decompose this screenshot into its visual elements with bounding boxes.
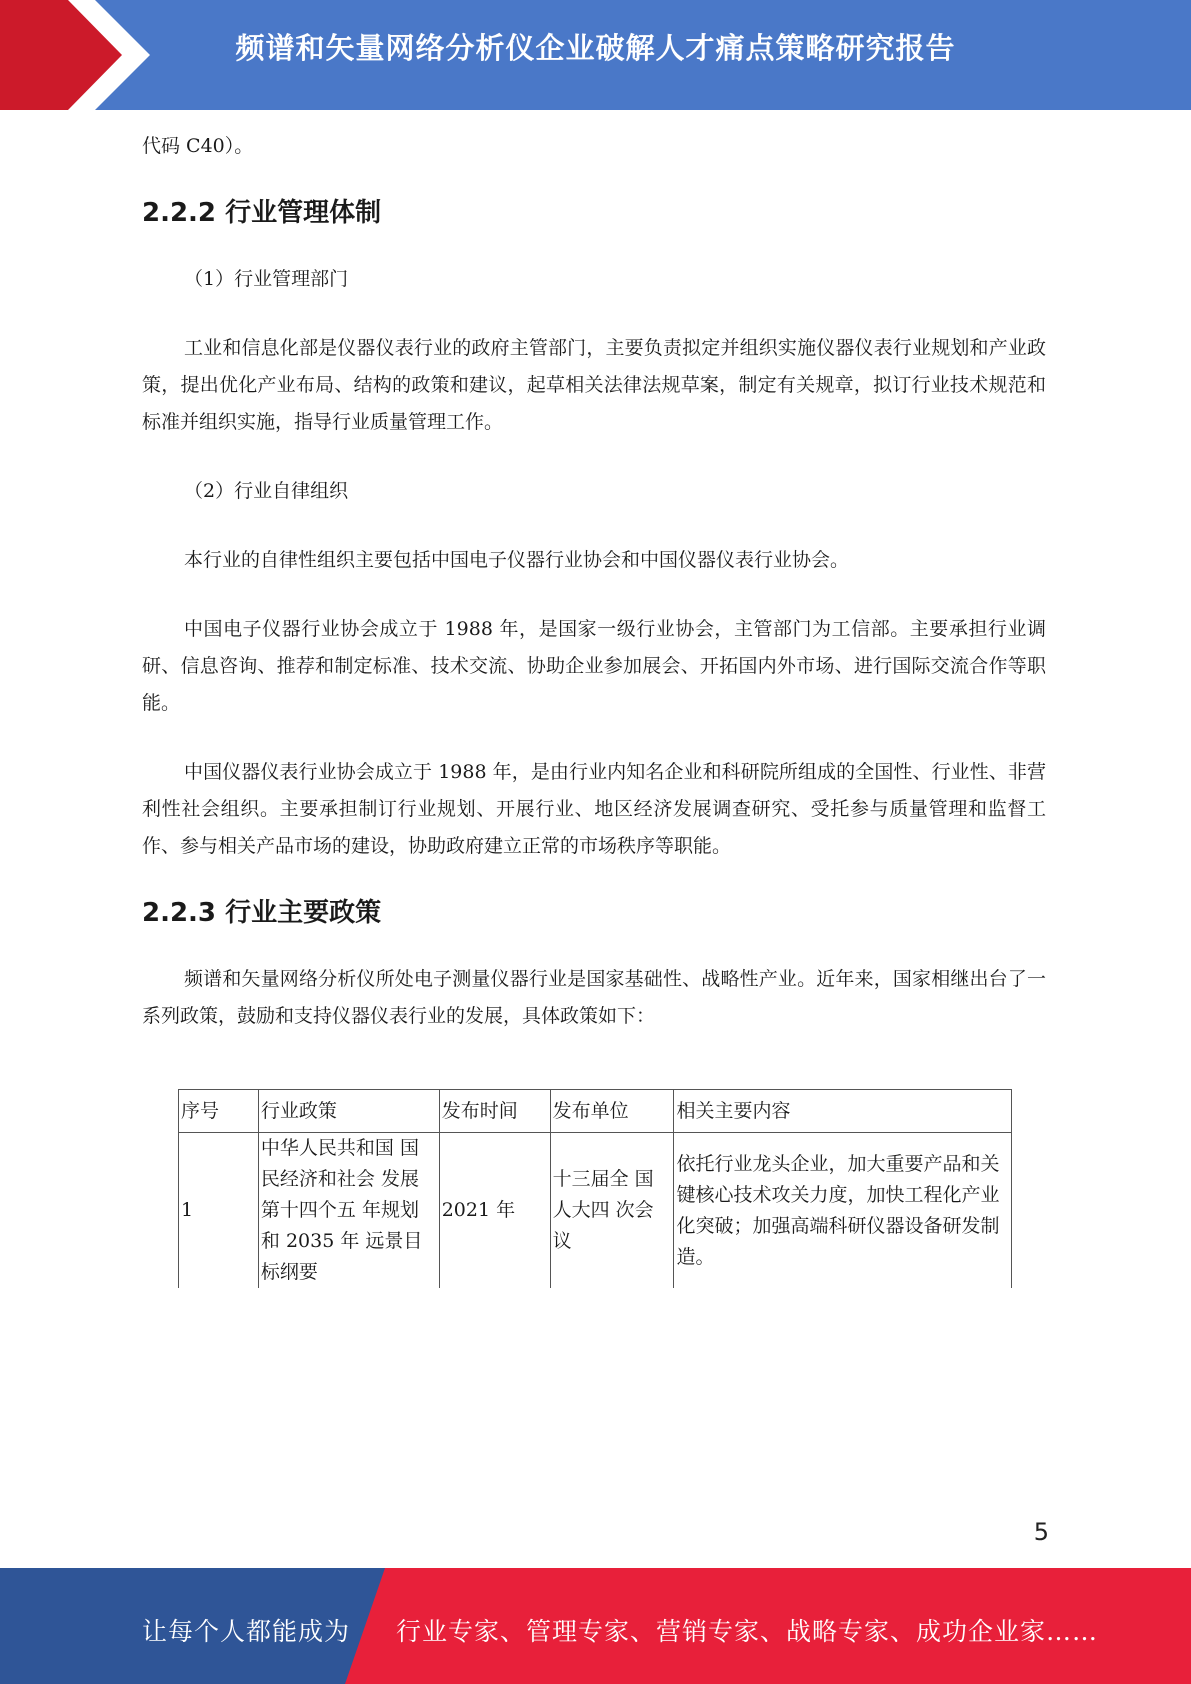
paragraph-policy-intro: 频谱和矢量网络分析仪所处电子测量仪器行业是国家基础性、战略性产业。近年来，国家相继出台了一系列政策，鼓励和支持仪器仪表行业的发展，具体政策如下： xyxy=(142,968,1046,1027)
footer-slogan-right: 行业专家、管理专家、营销专家、战略专家、成功企业家…… xyxy=(396,1617,1099,1646)
heading-2-2-3: 2.2.3 行业主要政策 xyxy=(142,898,382,928)
subheading-self-regulatory: （2）行业自律组织 xyxy=(184,480,349,502)
paragraph-ceia: 中国电子仪器行业协会成立于 1988 年，是国家一级行业协会，主管部门为工信部。主要承担行业调研、信息咨询、推荐和制定标准、技术交流、协助企业参加展会、开拓国内外市场、进行国际交流合作等职能。 xyxy=(142,618,1046,714)
page-number: 5 xyxy=(1033,1518,1049,1546)
header-cell-date: 发布时间 xyxy=(439,1090,550,1133)
paragraph-code: 代码 C40）。 xyxy=(142,135,254,157)
paragraph-miit: 工业和信息化部是仪器仪表行业的政府主管部门，主要负责拟定并组织实施仪器仪表行业规划和产业政策，提出优化产业布局、结构的政策和建议，起草相关法律法规草案，制定有关规章，拟订行业技术规范和标准并组织实施，指导行业质量管理工作。 xyxy=(142,337,1046,433)
cell-index: 1 xyxy=(179,1133,259,1289)
policy-table xyxy=(178,1089,1012,1288)
header-cell-issuer: 发布单位 xyxy=(550,1090,674,1133)
cell-policy: 中华人民共和国 国民经济和社会 发展第十四个五 年规划和 2035 年 远景目标纲要 xyxy=(258,1133,439,1289)
cell-issuer: 十三届全 国人大四 次会议 xyxy=(550,1133,674,1289)
header-cell-policy: 行业政策 xyxy=(258,1090,439,1133)
table-row xyxy=(179,1133,1012,1289)
cell-date: 2021 年 xyxy=(439,1133,550,1289)
page-header xyxy=(0,0,1191,110)
footer-slogan-left: 让每个人都能成为 xyxy=(142,1617,351,1646)
report-title: 频谱和矢量网络分析仪企业破解人才痛点策略研究报告 xyxy=(235,31,956,65)
cell-content: 依托行业龙头企业，加大重要产品和关键核心技术攻关力度，加快工程化产业化突破；加强高端科研仪器设备研发制造。 xyxy=(674,1133,1012,1289)
document-body xyxy=(142,128,1046,1035)
header-cell-content: 相关主要内容 xyxy=(674,1090,1012,1133)
paragraph-self-regulatory: 本行业的自律性组织主要包括中国电子仪器行业协会和中国仪器仪表行业协会。 xyxy=(184,549,850,571)
table-header-row xyxy=(179,1090,1012,1133)
header-cell-index: 序号 xyxy=(179,1090,259,1133)
paragraph-cima: 中国仪器仪表行业协会成立于 1988 年，是由行业内知名企业和科研院所组成的全国性、行业性、非营利性社会组织。主要承担制订行业规划、开展行业、地区经济发展调查研究、受托参与质量管理和监督工作、参与相关产品市场的建设，协助政府建立正常的市场秩序等职能。 xyxy=(142,761,1046,857)
heading-2-2-2: 2.2.2 行业管理体制 xyxy=(142,198,382,228)
subheading-management-dept: （1）行业管理部门 xyxy=(184,268,349,290)
page-footer xyxy=(0,1568,1191,1684)
